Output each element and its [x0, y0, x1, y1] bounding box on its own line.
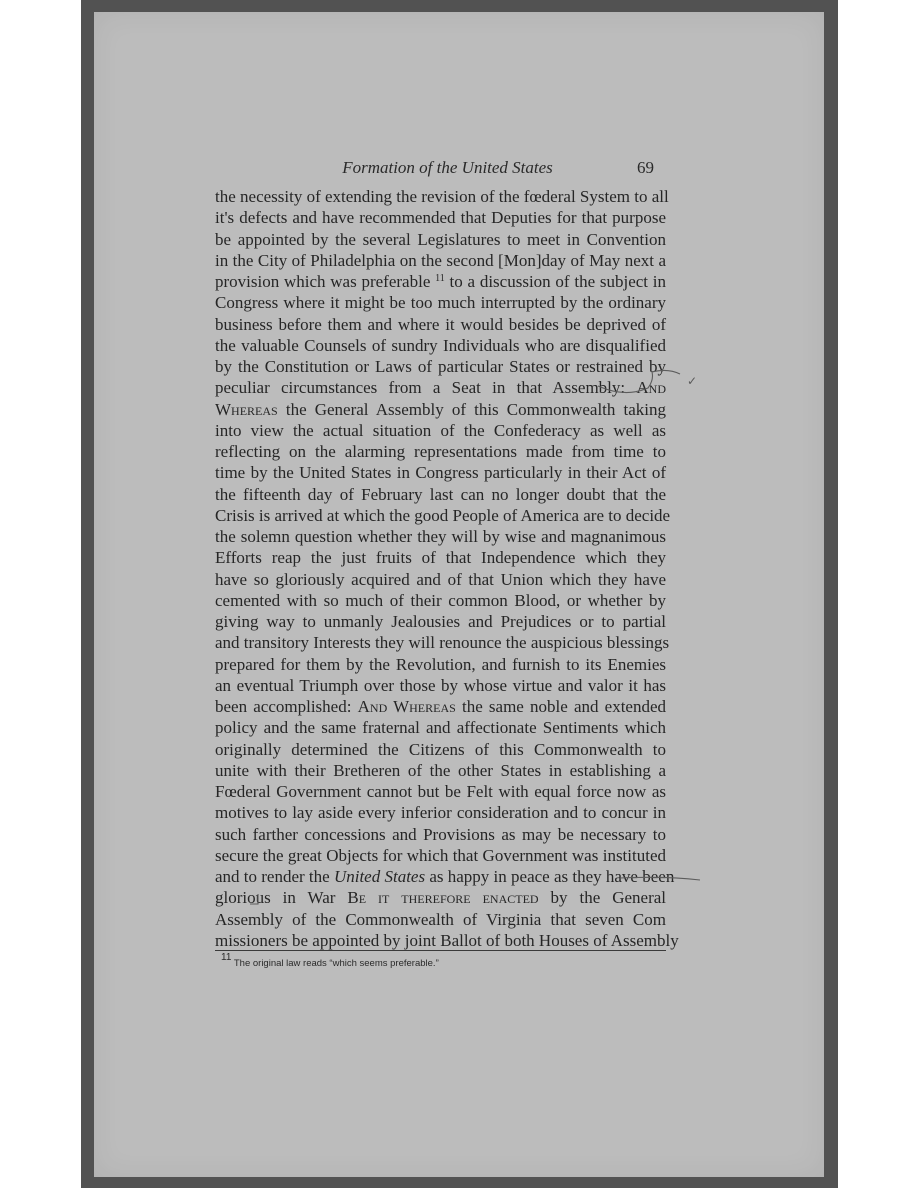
small-caps-run: Whereas [215, 399, 278, 419]
page-header [215, 158, 658, 180]
text-line: policy and the same fraternal and affectionate Sentiments which [215, 718, 666, 738]
text-line: the fifteenth day of February last can no longer doubt that the [215, 484, 666, 504]
text-line: the necessity of extending the revision of the fœderal System to all [215, 187, 669, 206]
footnote-marker: 11 [221, 952, 232, 963]
text-line [215, 866, 675, 887]
running-title: Formation of the United States [342, 158, 553, 177]
text-run: glorious in War [215, 888, 336, 908]
text-run: by the General [550, 888, 666, 908]
text-line: missioners be appointed by joint Ballot of both Houses of Assembly [215, 930, 679, 950]
text-run: provision which was preferable [215, 272, 431, 291]
text-line: motives to lay aside every inferior consideration and to concur in [215, 803, 666, 823]
text-line: the solemn question whether they will by wise and magnanimous [215, 527, 666, 546]
italic-run: United States [333, 867, 426, 886]
text-line: such farther concessions and Provisions as may be necessary to [215, 824, 666, 844]
text-line: originally determined the Citizens of this Commonwealth to [215, 739, 666, 759]
text-run: peculiar circumstances from a Seat in that Assembly: [215, 378, 626, 398]
text-line: unite with their Bretheren of the other States in establishing a [215, 760, 666, 780]
text-line: business before them and where it would besides be deprived of [215, 314, 666, 334]
text-line: and transitory Interests they will renounce the auspicious blessings [215, 633, 670, 653]
text-line: Congress where it might be too much interrupted by the ordinary [215, 293, 666, 313]
text-line [215, 696, 666, 717]
text-line: giving way to unmanly Jealousies and Prejudices or to partial [215, 612, 666, 631]
text-line: secure the great Objects for which that Government was instituted [215, 845, 666, 865]
text-line: in the City of Philadelphia on the second [Mon]day of May next a [215, 250, 666, 270]
text-line: an eventual Triumph over those by whose virtue and valor it has [215, 675, 666, 695]
page-number: 69 [637, 158, 654, 177]
small-caps-run: Be it therefore enacted [347, 888, 539, 908]
footnote-reference: 11 [435, 273, 445, 284]
text-line: the valuable Counsels of sundry Individuals who are disqualified [215, 335, 666, 355]
footnote-text: The original law reads “which seems preferable.” [233, 958, 439, 969]
text-line: have so gloriously acquired and of that Union which they have [215, 569, 666, 589]
pencil-check-mark: ✓ [687, 374, 698, 388]
text-line [215, 271, 666, 292]
text-line: be appointed by the several Legislatures to meet in Convention [215, 229, 666, 249]
text-line: time by the United States in Congress particularly in their Act of [215, 463, 666, 483]
text-run: the same noble and extended [461, 697, 667, 716]
text-line [215, 377, 666, 398]
text-run: to a discussion of the subject in [449, 272, 667, 291]
text-line: it's defects and have recommended that Deputies for that purpose [215, 208, 666, 228]
text-line: cemented with so much of their common Blood, or whether by [215, 590, 666, 610]
text-line: Efforts reap the just fruits of that Independence which they [215, 548, 666, 568]
text-line: Crisis is arrived at which the good People of America are to decide [215, 505, 671, 525]
small-caps-run: And Whereas [357, 697, 456, 716]
text-line: Fœderal Government cannot but be Felt with equal force now as [215, 782, 666, 801]
text-run: the General Assembly of this Commonwealth taking [285, 399, 666, 419]
text-run: as happy in peace as they have been [429, 867, 675, 886]
text-line: reflecting on the alarming representations made from time to [215, 442, 666, 461]
text-run: been accomplished: [215, 697, 352, 716]
text-line [215, 399, 666, 420]
text-line [215, 887, 666, 908]
text-line: Assembly of the Commonwealth of Virginia that seven Com [215, 909, 666, 929]
footnote [221, 952, 661, 969]
text-run: and to render the [215, 867, 330, 886]
text-line: into view the actual situation of the Confederacy as well as [215, 420, 666, 440]
small-caps-run: And [636, 378, 666, 398]
footnote-rule [215, 950, 666, 951]
text-line: prepared for them by the Revolution, and furnish to its Enemies [215, 654, 666, 674]
body-text [215, 186, 679, 951]
text-line: by the Constitution or Laws of particular States or restrained by [215, 357, 666, 376]
